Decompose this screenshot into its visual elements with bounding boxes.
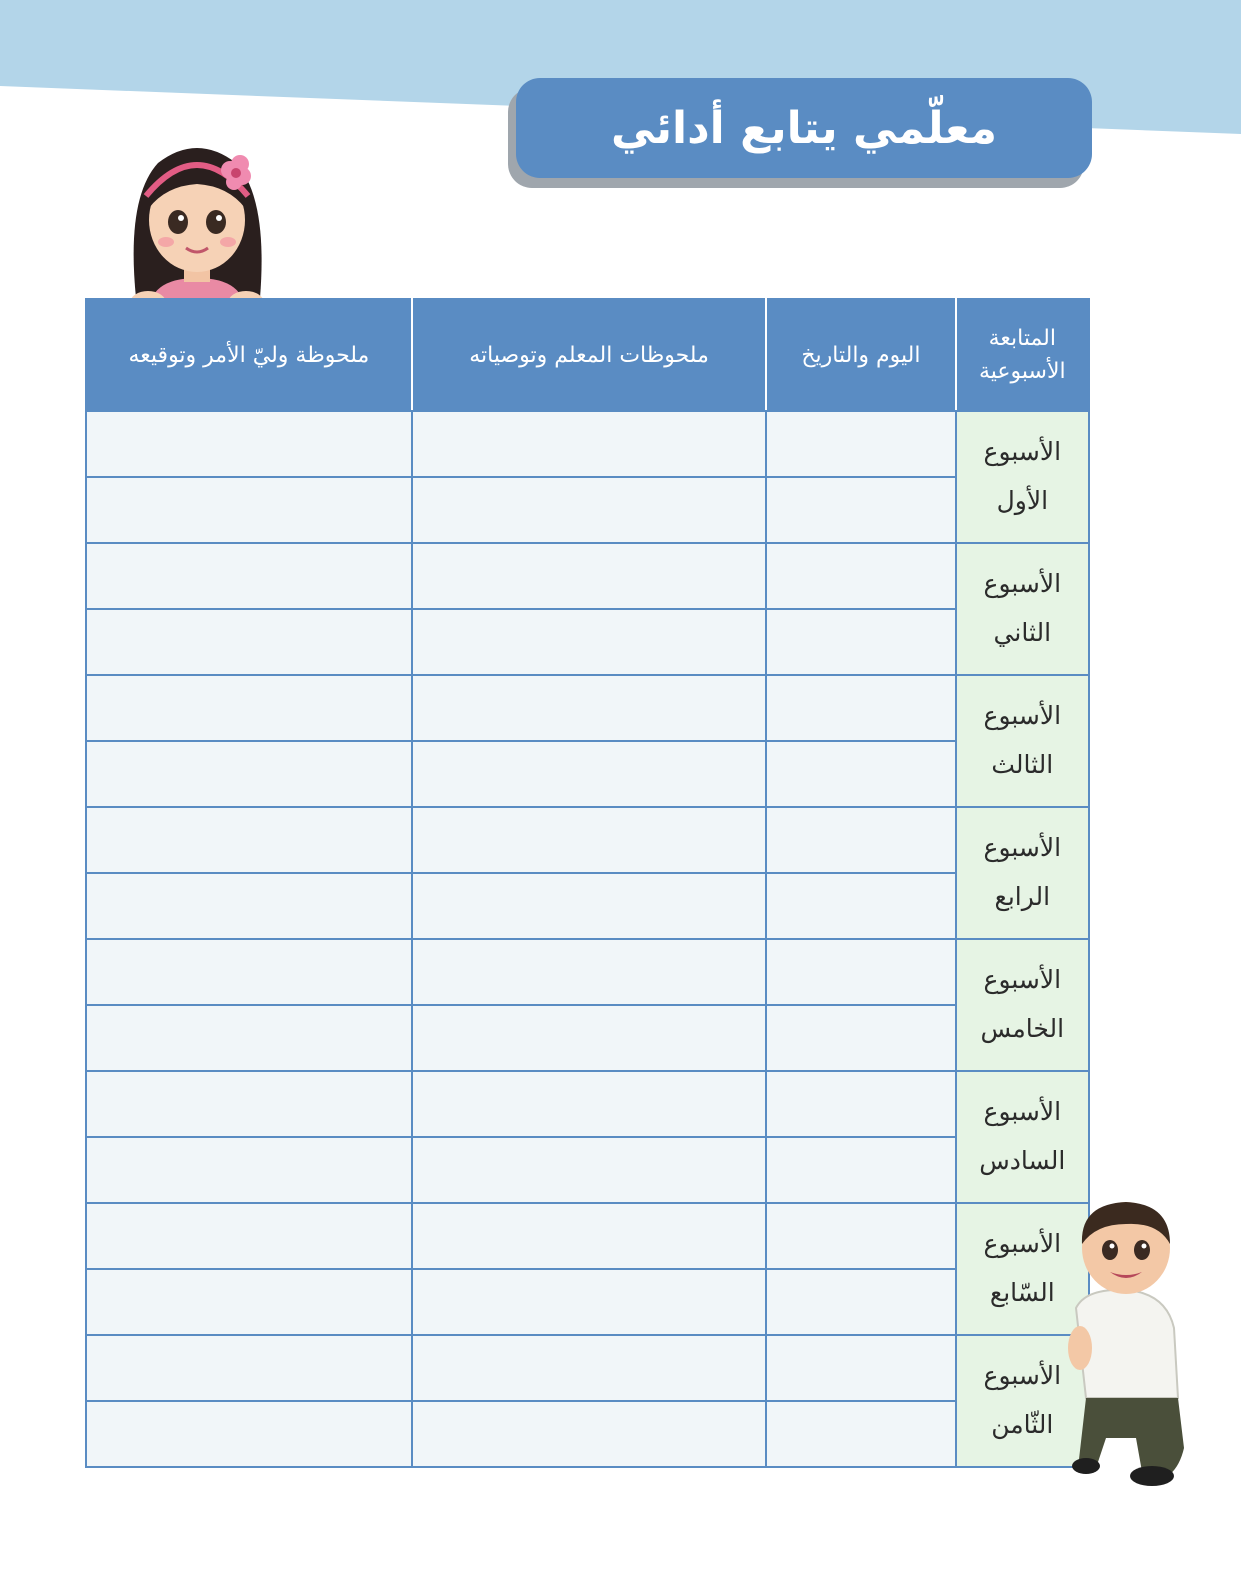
week-word: الأسبوع (983, 833, 1062, 863)
table-header-row (86, 299, 1089, 411)
teacher-notes-cell[interactable] (412, 1071, 766, 1137)
week-ordinal: الثّامن (991, 1410, 1054, 1439)
day-date-cell[interactable] (766, 1269, 955, 1335)
day-date-cell[interactable] (766, 1137, 955, 1203)
header-day-date: اليوم والتاريخ (766, 299, 955, 411)
guardian-note-cell[interactable] (86, 1203, 412, 1269)
teacher-notes-cell[interactable] (412, 609, 766, 675)
week-word: الأسبوع (983, 569, 1062, 599)
teacher-notes-cell[interactable] (412, 411, 766, 477)
girl-illustration (118, 138, 276, 316)
week-ordinal: الرابع (994, 882, 1051, 911)
day-date-cell[interactable] (766, 1005, 955, 1071)
guardian-note-cell[interactable] (86, 543, 412, 609)
table-row (86, 1335, 1089, 1401)
day-date-cell[interactable] (766, 873, 955, 939)
week-word: الأسبوع (983, 1229, 1062, 1259)
table-row (86, 543, 1089, 609)
day-date-cell[interactable] (766, 939, 955, 1005)
guardian-note-cell[interactable] (86, 1401, 412, 1467)
week-word: الأسبوع (983, 1361, 1062, 1391)
week-ordinal: الأول (996, 486, 1049, 515)
table-row (86, 1071, 1089, 1137)
teacher-notes-cell[interactable] (412, 1401, 766, 1467)
teacher-notes-cell[interactable] (412, 1335, 766, 1401)
page-title: معلّمي يتابع أدائي (610, 102, 998, 154)
guardian-note-cell[interactable] (86, 1071, 412, 1137)
week-label-cell (956, 543, 1089, 675)
guardian-note-cell[interactable] (86, 477, 412, 543)
day-date-cell[interactable] (766, 1203, 955, 1269)
guardian-note-cell[interactable] (86, 1137, 412, 1203)
day-date-cell[interactable] (766, 1071, 955, 1137)
week-word: الأسبوع (983, 437, 1062, 467)
week-label-cell (956, 939, 1089, 1071)
header-guardian-note: ملحوظة وليّ الأمر وتوقيعه (86, 299, 412, 411)
guardian-note-cell[interactable] (86, 873, 412, 939)
table-row (86, 609, 1089, 675)
table-row (86, 873, 1089, 939)
teacher-notes-cell[interactable] (412, 873, 766, 939)
guardian-note-cell[interactable] (86, 1005, 412, 1071)
week-ordinal: الثاني (993, 618, 1052, 647)
week-label-cell (956, 411, 1089, 543)
table-row (86, 1401, 1089, 1467)
week-word: الأسبوع (983, 1097, 1062, 1127)
header-weekly-followup (956, 299, 1089, 411)
title-banner-box (516, 78, 1092, 178)
day-date-cell[interactable] (766, 1335, 955, 1401)
guardian-note-cell[interactable] (86, 675, 412, 741)
table-row (86, 675, 1089, 741)
header-weekly-line1: المتابعة (988, 326, 1057, 351)
table-row (86, 1137, 1089, 1203)
week-label-cell (956, 1071, 1089, 1203)
day-date-cell[interactable] (766, 807, 955, 873)
day-date-cell[interactable] (766, 609, 955, 675)
teacher-notes-cell[interactable] (412, 1203, 766, 1269)
teacher-notes-cell[interactable] (412, 675, 766, 741)
table-row (86, 1005, 1089, 1071)
day-date-cell[interactable] (766, 741, 955, 807)
header-teacher-notes: ملحوظات المعلم وتوصياته (412, 299, 766, 411)
guardian-note-cell[interactable] (86, 939, 412, 1005)
table-row (86, 1203, 1089, 1269)
week-word: الأسبوع (983, 965, 1062, 995)
guardian-note-cell[interactable] (86, 741, 412, 807)
guardian-note-cell[interactable] (86, 807, 412, 873)
week-label-cell (956, 675, 1089, 807)
weekly-followup-table (85, 298, 1090, 1468)
teacher-notes-cell[interactable] (412, 477, 766, 543)
table-row (86, 477, 1089, 543)
guardian-note-cell[interactable] (86, 1269, 412, 1335)
week-ordinal: السّابع (989, 1278, 1055, 1307)
guardian-note-cell[interactable] (86, 1335, 412, 1401)
week-ordinal: السادس (979, 1146, 1066, 1175)
teacher-notes-cell[interactable] (412, 1137, 766, 1203)
teacher-notes-cell[interactable] (412, 1269, 766, 1335)
table-row (86, 807, 1089, 873)
table-row (86, 939, 1089, 1005)
guardian-note-cell[interactable] (86, 609, 412, 675)
teacher-notes-cell[interactable] (412, 543, 766, 609)
guardian-note-cell[interactable] (86, 411, 412, 477)
day-date-cell[interactable] (766, 411, 955, 477)
day-date-cell[interactable] (766, 477, 955, 543)
day-date-cell[interactable] (766, 1401, 955, 1467)
teacher-notes-cell[interactable] (412, 741, 766, 807)
day-date-cell[interactable] (766, 543, 955, 609)
header-weekly-line2: الأسبوعية (978, 359, 1066, 384)
teacher-notes-cell[interactable] (412, 807, 766, 873)
table-row (86, 411, 1089, 477)
week-label-cell (956, 807, 1089, 939)
boy-illustration (1066, 1198, 1196, 1488)
week-word: الأسبوع (983, 701, 1062, 731)
table-row (86, 1269, 1089, 1335)
week-ordinal: الخامس (980, 1014, 1065, 1043)
table-row (86, 741, 1089, 807)
week-ordinal: الثالث (991, 750, 1054, 779)
title-banner (508, 78, 1092, 188)
teacher-notes-cell[interactable] (412, 939, 766, 1005)
teacher-notes-cell[interactable] (412, 1005, 766, 1071)
day-date-cell[interactable] (766, 675, 955, 741)
